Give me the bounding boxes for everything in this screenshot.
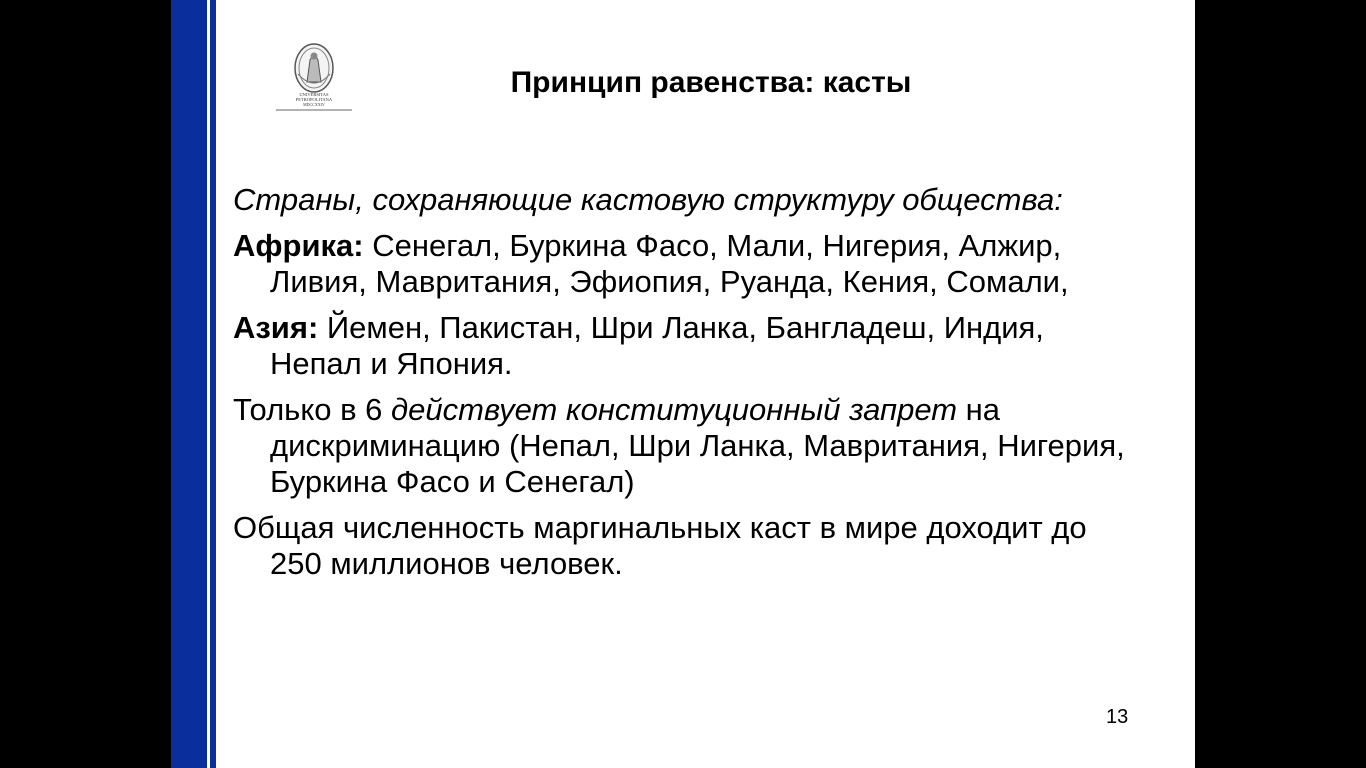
slide: [171, 0, 1195, 768]
slide-title: Принцип равенства: касты: [510, 66, 912, 99]
university-crest-icon: [274, 40, 354, 112]
africa-paragraph: [233, 228, 1133, 300]
asia-paragraph: [233, 310, 1133, 382]
intro-paragraph: Страны, сохраняющие кастовую структуру общества:: [233, 182, 1063, 217]
africa-label: Африка:: [233, 228, 364, 263]
asia-text: Йемен, Пакистан, Шри Ланка, Бангладеш, Индия, Непал и Япония.: [270, 310, 1044, 381]
africa-text: Сенегал, Буркина Фасо, Мали, Нигерия, Алжир, Ливия, Мавритания, Эфиопия, Руанда, Кения, Сомали,: [270, 228, 1069, 299]
logo-caption-1: UNIVERSITAS: [299, 92, 329, 97]
logo-caption-2: PETROPOLITANA: [295, 97, 333, 102]
ban-suffix: на дискриминацию (Непал, Шри Ланка, Мавритания, Нигерия, Буркина Фасо и Сенегал): [270, 392, 1125, 499]
page-number: 13: [1106, 706, 1129, 728]
asia-label: Азия:: [233, 310, 319, 345]
ban-paragraph: [233, 392, 1133, 500]
total-paragraph: Общая численность маргинальных каст в мире доходит до 250 миллионов человек.: [233, 510, 1087, 581]
slide-body: [233, 182, 1133, 592]
sidebar-bar: [171, 0, 207, 768]
sidebar-thin-bar: [210, 0, 216, 768]
ban-italic: действует конституционный запрет: [391, 392, 958, 427]
logo-caption-3: MDCCXXIV: [303, 102, 325, 107]
ban-prefix: Только в 6: [233, 392, 392, 427]
